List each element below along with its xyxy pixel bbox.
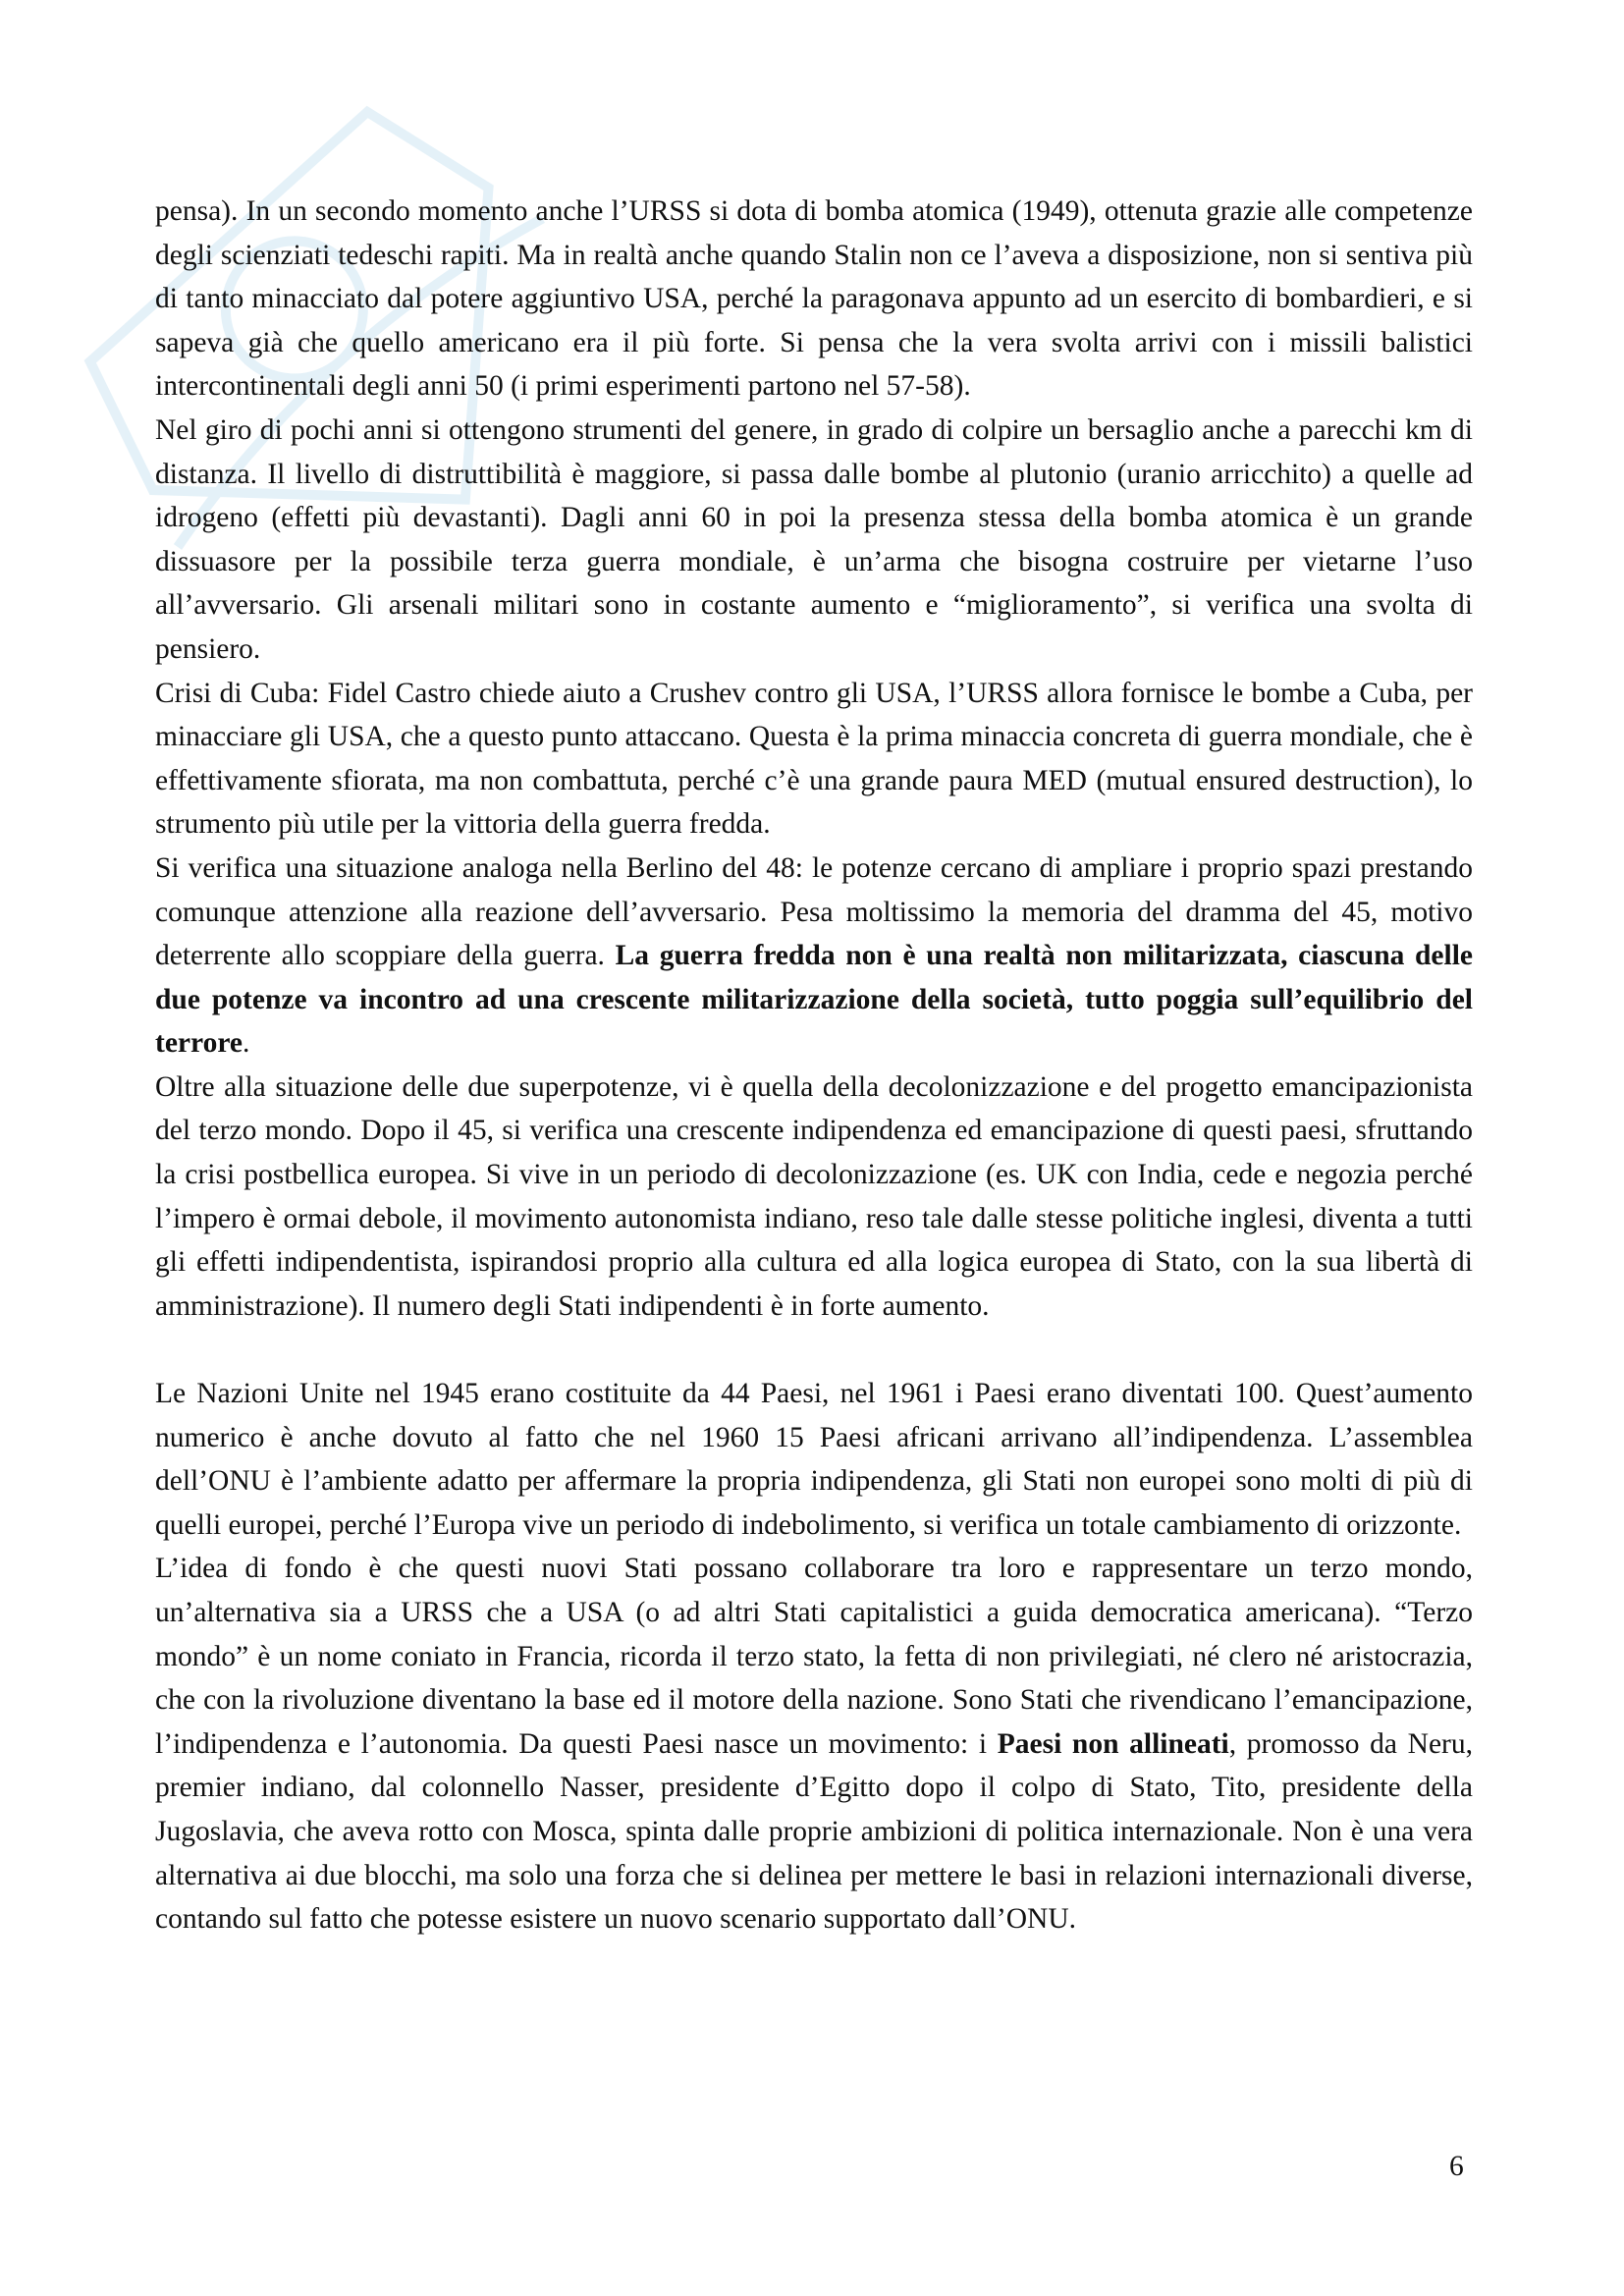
text-run: Nel giro di pochi anni si ottengono strumenti del genere, in grado di colpire un bersaglio anche a parecchi km di distanza. Il livello di distruttibilità è maggiore, si passa dalle bombe al plutonio (uranio arricchito) a quelle ad idrogeno (effetti più devastanti). Dagli anni 60 in poi la presenza stessa della bomba atomica è un grande dissuasore per la possibile terza guerra mondiale, è un’arma che bisogna costruire per vietarne l’uso all’avversario. Gli arsenali militari sono in costante aumento e “miglioramento”, si verifica una svolta di pensiero. <box>155 413 1473 665</box>
paragraph <box>155 1372 1473 1547</box>
text-run: pensa). In un secondo momento anche l’URSS si dota di bomba atomica (1949), ottenuta grazie alle competenze degli scienziati tedeschi rapiti. Ma in realtà anche quando Stalin non ce l’aveva a disposizione, non si sentiva più di tanto minacciato dal potere aggiuntivo USA, perché la paragonava appunto ad un esercito di bombardieri, e si sapeva già che quello americano era il più forte. Si pensa che la vera svolta arrivi con i missili balistici intercontinentali degli anni 50 (i primi esperimenti partono nel 57-58). <box>155 195 1473 403</box>
paragraph <box>155 847 1473 1066</box>
text-run: Oltre alla situazione delle due superpotenze, vi è quella della decolonizzazione e del progetto emancipazionista del terzo mondo. Dopo il 45, si verifica una crescente indipendenza ed emancipazione di questi paesi, sfruttando la crisi postbellica europea. Si vive in un periodo di decolonizzazione (es. UK con India, cede e negozia perché l’impero è ormai debole, il movimento autonomista indiano, reso tale dalle stesse politiche inglesi, diventa a tutti gli effetti indipendentista, ispirandosi proprio alla cultura ed alla logica europea di Stato, con la sua libertà di amministrazione). Il numero degli Stati indipendenti è in forte aumento. <box>155 1070 1473 1322</box>
paragraph <box>155 1066 1473 1329</box>
text-run: Crisi di Cuba: Fidel Castro chiede aiuto a Crushev contro gli USA, l’URSS allora fornisce le bombe a Cuba, per minacciare gli USA, che a questo punto attaccano. Questa è la prima minaccia concreta di guerra mondiale, che è effettivamente sfiorata, ma non combattuta, perché c’è una grande paura MED (mutual ensured destruction), lo strumento più utile per la vittoria della guerra fredda. <box>155 677 1473 841</box>
page-body-text <box>155 190 1473 1941</box>
bold-text: Paesi non allineati <box>997 1727 1229 1760</box>
paragraph <box>155 1547 1473 1941</box>
paragraph <box>155 190 1473 409</box>
text-run: Le Nazioni Unite nel 1945 erano costituite da 44 Paesi, nel 1961 i Paesi erano diventati 100. Quest’aumento numerico è anche dovuto al fatto che nel 1960 15 Paesi africani arrivano all’indipendenza. L’assemblea dell’ONU è l’ambiente adatto per affermare la propria indipendenza, gli Stati non europei sono molti di più di quelli europei, perché l’Europa vive un periodo di indebolimento, si verifica un totale cambiamento di orizzonte. <box>155 1378 1473 1541</box>
text-run: . <box>242 1027 250 1060</box>
paragraph <box>155 672 1473 847</box>
paragraph <box>155 409 1473 672</box>
page-number: 6 <box>1449 2151 1464 2182</box>
bold-text: La guerra fredda non è una realtà non militarizzata, ciascuna delle due potenze va incontro ad una crescente militarizzazione della società, tutto poggia sull’equilibrio del terrore <box>155 940 1474 1060</box>
text-run: Si verifica una situazione analoga nella Berlino del 48: le potenze cercano di ampliare i proprio spazi prestando comunque attenzione alla reazione dell’avversario. Pesa moltissimo la memoria del dramma del 45, motivo deterrente allo scoppiare della guerra. <box>155 851 1473 972</box>
text-run: , promosso da Neru, premier indiano, dal colonnello Nasser, presidente d’Egitto dopo il colpo di Stato, Tito, presidente della Jugoslavia, che aveva rotto con Mosca, spinta dalle proprie ambizioni di politica internazionale. Non è una vera alternativa ai due blocchi, ma solo una forza che si delinea per mettere le basi in relazioni internazionali diverse, contando sul fatto che potesse esistere un nuovo scenario supportato dall’ONU. <box>155 1727 1473 1936</box>
text-run: L’idea di fondo è che questi nuovi Stati possano collaborare tra loro e rappresentare un terzo mondo, un’alternativa sia a URSS che a USA (o ad altri Stati capitalistici a guida democratica americana). “Terzo mondo” è un nome coniato in Francia, ricorda il terzo stato, la fetta di non privilegiati, né clero né aristocrazia, che con la rivoluzione diventano la base ed il motore della nazione. Sono Stati che rivendicano l’emancipazione, l’indipendenza e l’autonomia. Da questi Paesi nasce un movimento: i <box>155 1553 1473 1760</box>
